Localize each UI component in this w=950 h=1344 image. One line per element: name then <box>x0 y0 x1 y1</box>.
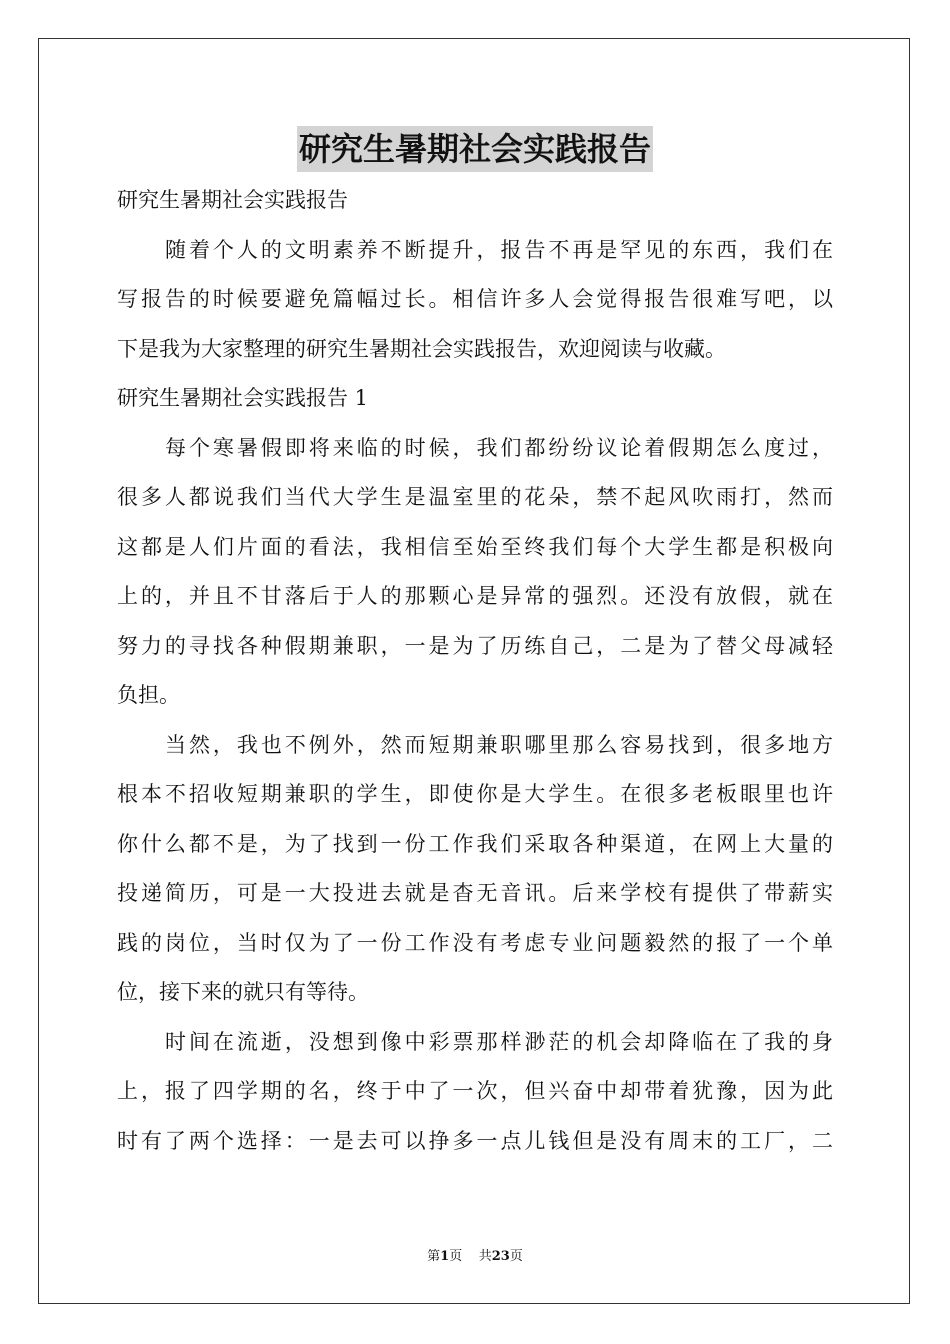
document-body <box>117 176 833 1166</box>
body-line: 当然，我也不例外，然而短期兼职哪里那么容易找到，很多地方 <box>165 732 833 757</box>
page-number: 第1页 <box>427 1249 463 1264</box>
body-line: 研究生暑期社会实践报告 <box>117 188 348 212</box>
body-line: 投递简历，可是一大投进去就是杳无音讯。后来学校有提供了带薪实 <box>117 881 833 905</box>
body-line: 你什么都不是，为了找到一份工作我们采取各种渠道，在网上大量的 <box>117 831 833 856</box>
body-line: 位，接下来的就只有等待。 <box>117 980 369 1004</box>
body-line: 负担。 <box>117 683 180 707</box>
body-line: 这都是人们片面的看法，我相信至始至终我们每个大学生都是积极向 <box>117 534 833 559</box>
body-line: 时间在流逝，没想到像中彩票那样渺茫的机会却降临在了我的身 <box>165 1029 833 1054</box>
body-line: 随着个人的文明素养不断提升，报告不再是罕见的东西，我们在 <box>165 237 833 262</box>
document-title: 研究生暑期社会实践报告 <box>297 126 653 172</box>
body-line: 每个寒暑假即将来临的时候，我们都纷纷议论着假期怎么度过， <box>165 435 833 460</box>
title-container <box>0 126 950 172</box>
body-line: 根本不招收短期兼职的学生，即使你是大学生。在很多老板眼里也许 <box>117 782 833 806</box>
body-line: 努力的寻找各种假期兼职，一是为了历练自己，二是为了替父母减轻 <box>117 633 833 658</box>
body-line: 上，报了四学期的名，终于中了一次，但兴奋中却带着犹豫，因为此 <box>117 1079 833 1103</box>
section-heading: 研究生暑期社会实践报告 1 <box>117 386 369 410</box>
body-line: 下是我为大家整理的研究生暑期社会实践报告，欢迎阅读与收藏。 <box>117 336 726 361</box>
body-line: 践的岗位，当时仅为了一份工作没有考虑专业问题毅然的报了一个单 <box>117 930 833 955</box>
page-footer <box>0 1248 950 1266</box>
body-line: 时有了两个选择：一是去可以挣多一点儿钱但是没有周末的工厂，二 <box>117 1128 833 1153</box>
body-line: 写报告的时候要避免篇幅过长。相信许多人会觉得报告很难写吧，以 <box>117 287 833 311</box>
body-line: 上的，并且不甘落后于人的那颗心是异常的强烈。还没有放假，就在 <box>117 584 833 608</box>
body-line: 很多人都说我们当代大学生是温室里的花朵，禁不起风吹雨打，然而 <box>117 485 833 509</box>
page-total: 共23页 <box>478 1249 523 1264</box>
